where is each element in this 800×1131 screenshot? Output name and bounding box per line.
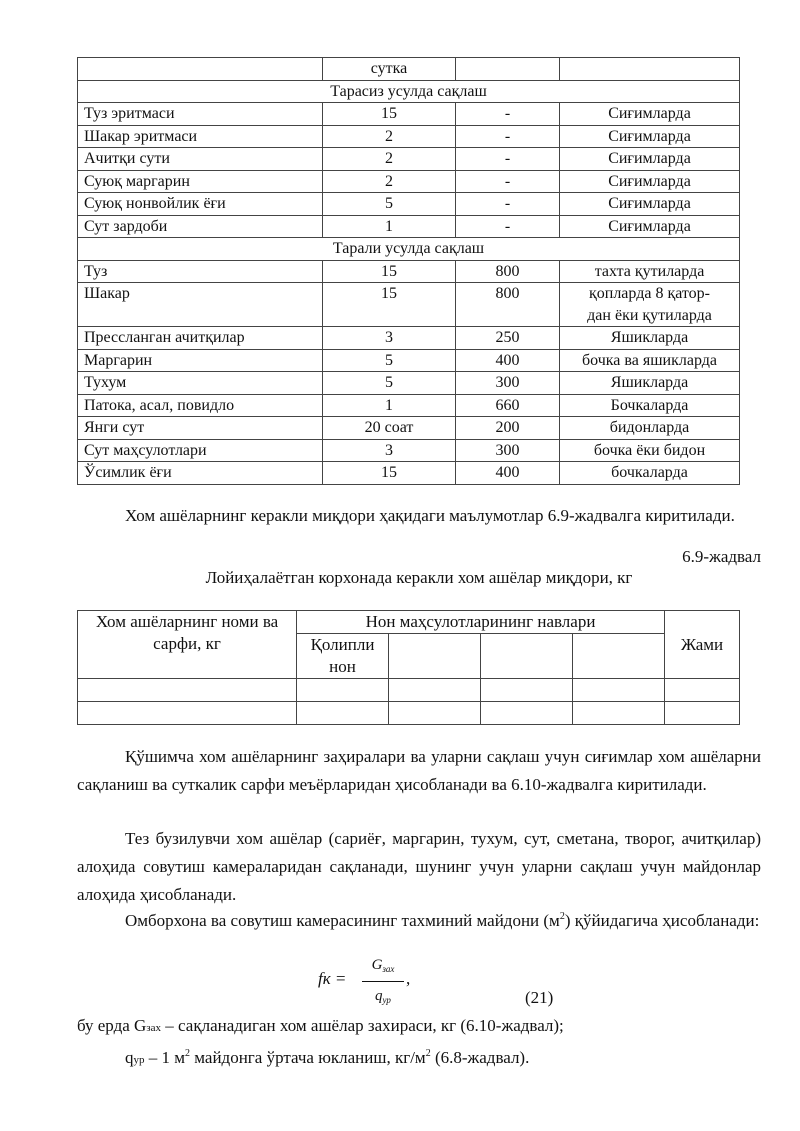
paragraph xyxy=(77,903,761,935)
table-cell: 5 xyxy=(323,372,456,395)
table-cell: Сиғимларда xyxy=(560,103,740,126)
table-row xyxy=(78,349,740,372)
table-cell: 15 xyxy=(323,462,456,485)
table-row xyxy=(78,148,740,171)
section-header: Тарасиз усулда сақлаш xyxy=(78,80,740,103)
table-cell: - xyxy=(456,125,560,148)
table-row xyxy=(78,394,740,417)
table-row xyxy=(78,462,740,485)
formula-lhs: fк = xyxy=(318,969,347,988)
definition-text: – 1 м xyxy=(144,1048,186,1067)
table-cell: Сиғимларда xyxy=(560,148,740,171)
table-cell: Патока, асал, повидло xyxy=(78,394,323,417)
table-cell: Тухум xyxy=(78,372,323,395)
table-cell: - xyxy=(456,170,560,193)
table-cell: бидонларда xyxy=(560,417,740,440)
paragraph-text: ) қўйидагича ҳисобланади: xyxy=(564,911,760,930)
empty-cell xyxy=(481,679,573,702)
table-cell: 3 xyxy=(323,439,456,462)
table-row xyxy=(78,215,740,238)
subheader-line: Қолипли xyxy=(310,635,375,654)
table-cell: - xyxy=(456,103,560,126)
header-cell: сутка xyxy=(323,58,456,81)
table-cell: Суюқ нонвойлик ёғи xyxy=(78,193,323,216)
empty-cell xyxy=(665,702,740,725)
empty-cell xyxy=(389,702,481,725)
definition-text: (6.8-жадвал). xyxy=(430,1048,530,1067)
table-cell: 15 xyxy=(323,260,456,283)
section-header-row xyxy=(78,80,740,103)
table-cell: Сиғимларда xyxy=(560,193,740,216)
table-row xyxy=(78,103,740,126)
table-cell: 2 xyxy=(323,148,456,171)
table-cell: 5 xyxy=(323,349,456,372)
empty-cell xyxy=(573,634,665,679)
empty-cell xyxy=(573,679,665,702)
table-cell: Ўсимлик ёғи xyxy=(78,462,323,485)
equation-number: (21) xyxy=(525,988,554,1007)
table-cell: Суюқ маргарин xyxy=(78,170,323,193)
table-cell: Шакар эритмаси xyxy=(78,125,323,148)
cell-line: дан ёки қутиларда xyxy=(587,306,712,324)
formula-comma: , xyxy=(406,969,411,988)
table-cell: 2 xyxy=(323,170,456,193)
table-cell: бочка ёки бидон xyxy=(560,439,740,462)
table-row xyxy=(78,170,740,193)
table-cell: 20 соат xyxy=(323,417,456,440)
formula-numerator xyxy=(362,955,404,982)
table-cell: Сиғимларда xyxy=(560,215,740,238)
empty-cell xyxy=(78,679,297,702)
table-label: 6.9-жадвал xyxy=(682,547,761,566)
definition-line xyxy=(77,1012,761,1042)
table-cell: Маргарин xyxy=(78,349,323,372)
table-cell: 250 xyxy=(456,327,560,350)
cell-line: қопларда 8 қатор- xyxy=(588,285,711,302)
table-cell: Туз xyxy=(78,260,323,283)
table-cell: 2 xyxy=(323,125,456,148)
empty-cell xyxy=(297,702,389,725)
table-cell: 15 xyxy=(323,103,456,126)
table-row xyxy=(78,372,740,395)
table-cell: 1 xyxy=(323,215,456,238)
table-cell: 400 xyxy=(456,462,560,485)
column-name-header: Хом ашёларнинг номи ва сарфи, кг xyxy=(78,611,297,679)
superscript: 2 xyxy=(559,911,565,922)
paragraph-text: Омборхона ва совутиш камерасининг тахминий майдони (м xyxy=(125,911,560,930)
table-row xyxy=(78,283,740,327)
table-cell: Сиғимларда xyxy=(560,125,740,148)
table-row xyxy=(78,439,740,462)
subheader-line: нон xyxy=(329,657,356,676)
table-cell: 660 xyxy=(456,394,560,417)
empty-cell xyxy=(573,702,665,725)
table-title: Лойиҳалаётган корхонада керакли хом ашёлар миқдори, кг xyxy=(205,568,633,587)
empty-cell xyxy=(481,702,573,725)
table-cell: 800 xyxy=(456,260,560,283)
table-cell: - xyxy=(456,193,560,216)
table-cell: тахта қутиларда xyxy=(560,260,740,283)
table-cell: - xyxy=(456,148,560,171)
column-total-header: Жами xyxy=(665,611,740,679)
table-row xyxy=(78,327,740,350)
header-cell xyxy=(560,58,740,81)
table-header-row xyxy=(78,58,740,81)
formula-denominator xyxy=(362,982,404,1010)
definition-line xyxy=(125,1040,761,1074)
table-cell: Сиғимларда xyxy=(560,170,740,193)
superscript: 2 xyxy=(185,1048,191,1059)
column-subheader xyxy=(297,634,389,679)
table-cell: 800 xyxy=(456,283,560,327)
table-cell: 200 xyxy=(456,417,560,440)
table-cell: Янги сут xyxy=(78,417,323,440)
subscript: зах xyxy=(146,1022,162,1034)
table-cell xyxy=(560,283,740,327)
table-row xyxy=(78,260,740,283)
empty-cell xyxy=(389,679,481,702)
table-cell: 300 xyxy=(456,372,560,395)
table-cell: Сут маҳсулотлари xyxy=(78,439,323,462)
table-cell: бочка ва яшикларда xyxy=(560,349,740,372)
empty-cell xyxy=(297,679,389,702)
definition-text: q xyxy=(125,1048,134,1067)
section-header: Тарали усулда сақлаш xyxy=(78,238,740,261)
header-cell xyxy=(456,58,560,81)
definition-text: бу ерда G xyxy=(77,1016,147,1035)
raw-materials-table xyxy=(77,610,740,725)
table-cell: Туз эритмаси xyxy=(78,103,323,126)
paragraph: Хом ашёларнинг керакли миқдори ҳақидаги маълумотлар 6.9-жадвалга киритилади. xyxy=(125,506,735,525)
numerator-subscript: зах xyxy=(382,964,395,974)
definition-text: майдонга ўртача юкланиш, кг/м xyxy=(190,1048,426,1067)
formula-fraction xyxy=(362,955,404,1010)
section-header-row xyxy=(78,238,740,261)
paragraph: Тез бузилувчи хом ашёлар (сариёғ, маргарин, тухум, сут, сметана, творог, ачитқилар) алоҳида совутиш камераларидан сақланади, шунинг учун уларни сақлаш учун майдонлар алоҳида ҳисобланади. xyxy=(77,829,761,904)
header-cell xyxy=(78,58,323,81)
table-cell: 400 xyxy=(456,349,560,372)
subscript: ур xyxy=(133,1054,145,1066)
table-cell: 15 xyxy=(323,283,456,327)
denominator-symbol: q xyxy=(375,988,383,1004)
table-row xyxy=(78,417,740,440)
empty-cell xyxy=(665,679,740,702)
denominator-subscript: ур xyxy=(382,995,391,1005)
table-cell: Прессланган ачитқилар xyxy=(78,327,323,350)
table-cell: 3 xyxy=(323,327,456,350)
numerator-symbol: G xyxy=(371,957,383,973)
definition-text: – сақланадиган хом ашёлар захираси, кг (6.10-жадвал); xyxy=(161,1016,564,1035)
empty-cell xyxy=(481,634,573,679)
empty-cell xyxy=(78,702,297,725)
table-row xyxy=(78,702,740,725)
table-cell: 300 xyxy=(456,439,560,462)
table-cell: Яшикларда xyxy=(560,327,740,350)
table-cell: Яшикларда xyxy=(560,372,740,395)
column-group-header: Нон маҳсулотларининг навлари xyxy=(297,611,665,634)
table-cell: 1 xyxy=(323,394,456,417)
table-cell: Ачитқи сути xyxy=(78,148,323,171)
table-cell: 5 xyxy=(323,193,456,216)
table-cell: бочкаларда xyxy=(560,462,740,485)
empty-cell xyxy=(389,634,481,679)
table-cell: Шакар xyxy=(78,283,323,327)
table-row xyxy=(78,125,740,148)
table-cell: Бочкаларда xyxy=(560,394,740,417)
table-cell: Сут зардоби xyxy=(78,215,323,238)
paragraph: Қўшимча хом ашёларнинг заҳиралари ва уларни сақлаш учун сиғимлар хом ашёларни сақланиш ва суткалик сарфи меъёрларидан ҳисобланади ва 6.10-жадвалга киритилади. xyxy=(77,747,761,794)
table-row xyxy=(78,679,740,702)
table-cell: - xyxy=(456,215,560,238)
table-row xyxy=(78,193,740,216)
superscript: 2 xyxy=(425,1048,431,1059)
storage-table xyxy=(77,57,740,485)
